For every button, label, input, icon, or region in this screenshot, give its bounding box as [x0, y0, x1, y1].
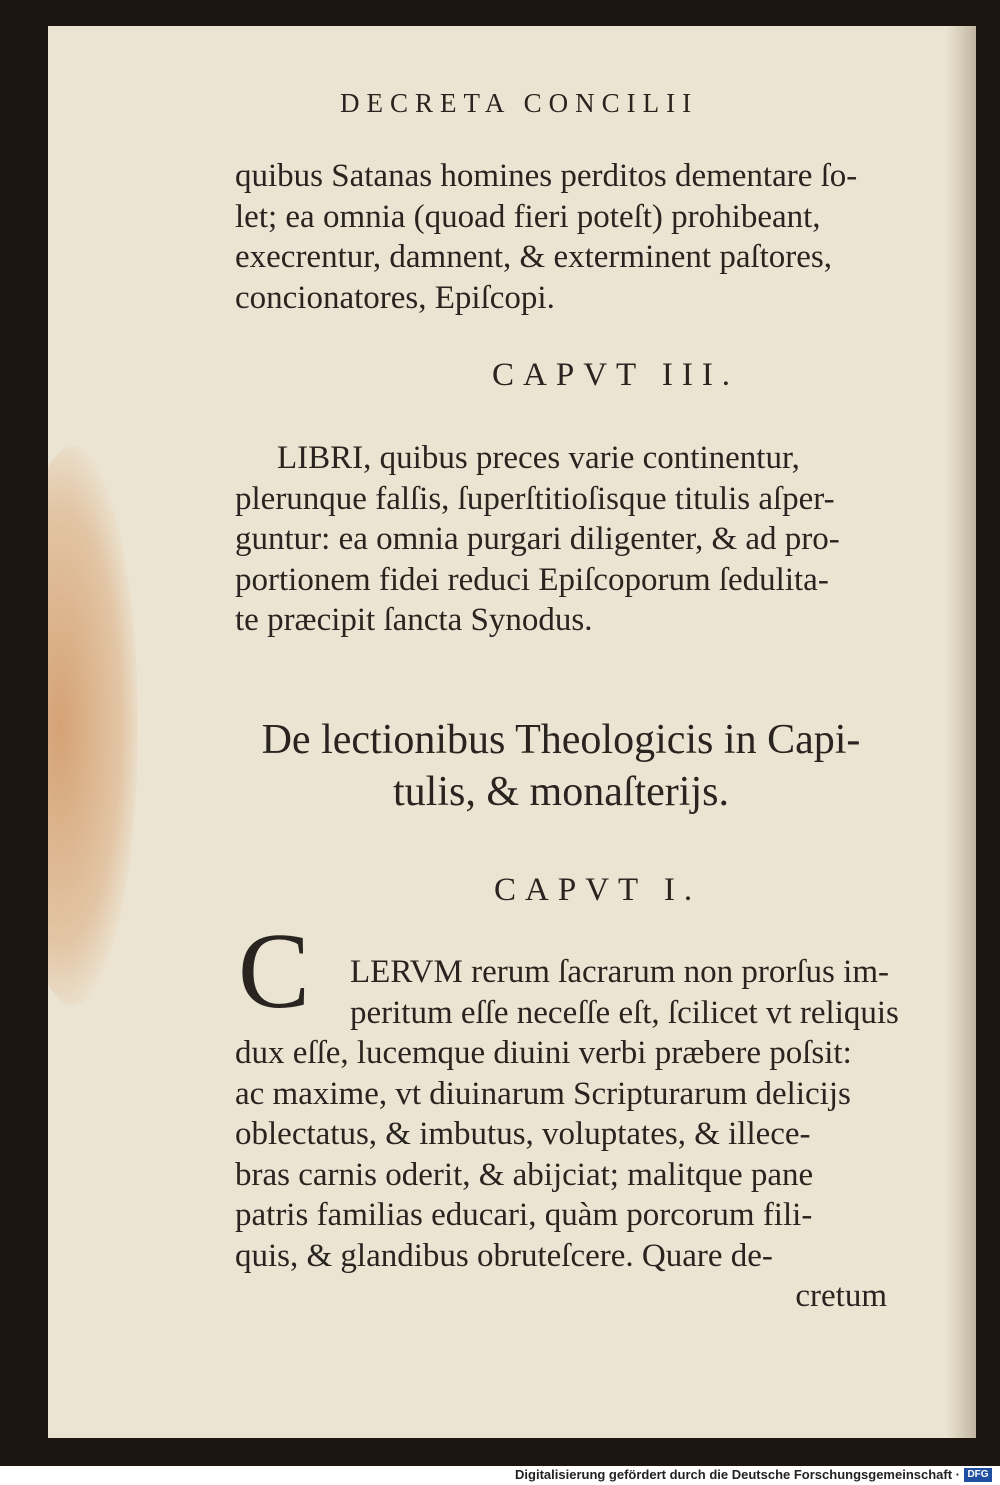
chapter-heading-1: CAPVT I. [494, 872, 702, 908]
footer-credit: Digitalisierung gefördert durch die Deutsche Forschungsgemeinschaft · [515, 1467, 960, 1482]
text-line: let; ea omnia (quoad fieri poteſt) prohibeant, [235, 198, 821, 235]
text-line: plerunque falſis, ſuperſtitioſisque titulis aſper- [235, 480, 835, 517]
text-line: te præcipit ſancta Synodus. [235, 602, 593, 638]
text-line: quibus Satanas homines perditos dementare ſo- [235, 158, 858, 194]
dfg-logo-icon[interactable]: DFG [964, 1468, 992, 1482]
catchword: cretum [795, 1278, 887, 1314]
text-line: dux eſſe, lucemque diuini verbi præbere poſsit: [235, 1035, 852, 1071]
text-line: oblectatus, & imbutus, voluptates, & illece- [235, 1116, 811, 1152]
drop-capital: C [238, 912, 311, 1031]
text-line: guntur: ea omnia purgari diligenter, & ad pro- [235, 521, 840, 557]
text-line: LIBRI, quibus preces varie continentur, [277, 440, 800, 476]
text-line: execrentur, damnent, & exterminent paſtores, [235, 239, 833, 275]
chapter-heading-3: CAPVT III. [492, 357, 740, 393]
paragraph-2 [235, 438, 887, 641]
section-title-line: tulis, & monaſterijs. [393, 769, 729, 815]
paragraph-3 [235, 1033, 887, 1276]
text-line: patris familias educari, quàm porcorum fili- [235, 1197, 813, 1233]
text-line: bras carnis oderit, & abijciat; malitque pane [235, 1156, 814, 1193]
text-line: peritum eſſe neceſſe eſt, ſcilicet vt reliquis [350, 994, 899, 1031]
paragraph-1 [235, 156, 887, 318]
page-gutter-shadow [946, 26, 976, 1438]
paragraph-3-indented [350, 952, 899, 1033]
catchword-block [235, 1276, 887, 1317]
water-stain [48, 446, 138, 1006]
text-line: ac maxime, vt diuinarum Scripturarum delicijs [235, 1075, 851, 1112]
section-title [235, 714, 887, 818]
section-title-line: De lectionibus Theologicis in Capi- [261, 717, 861, 763]
digitization-footer [0, 1466, 1000, 1485]
text-line: LERVM rerum ſacrarum non prorſus im- [350, 954, 889, 990]
text-line: portionem fidei reduci Epiſcoporum ſedulita- [235, 561, 829, 598]
text-line: concionatores, Epiſcopi. [235, 279, 555, 316]
text-line: quis, & glandibus obruteſcere. Quare de- [235, 1237, 773, 1274]
running-head: DECRETA CONCILII [340, 88, 699, 118]
